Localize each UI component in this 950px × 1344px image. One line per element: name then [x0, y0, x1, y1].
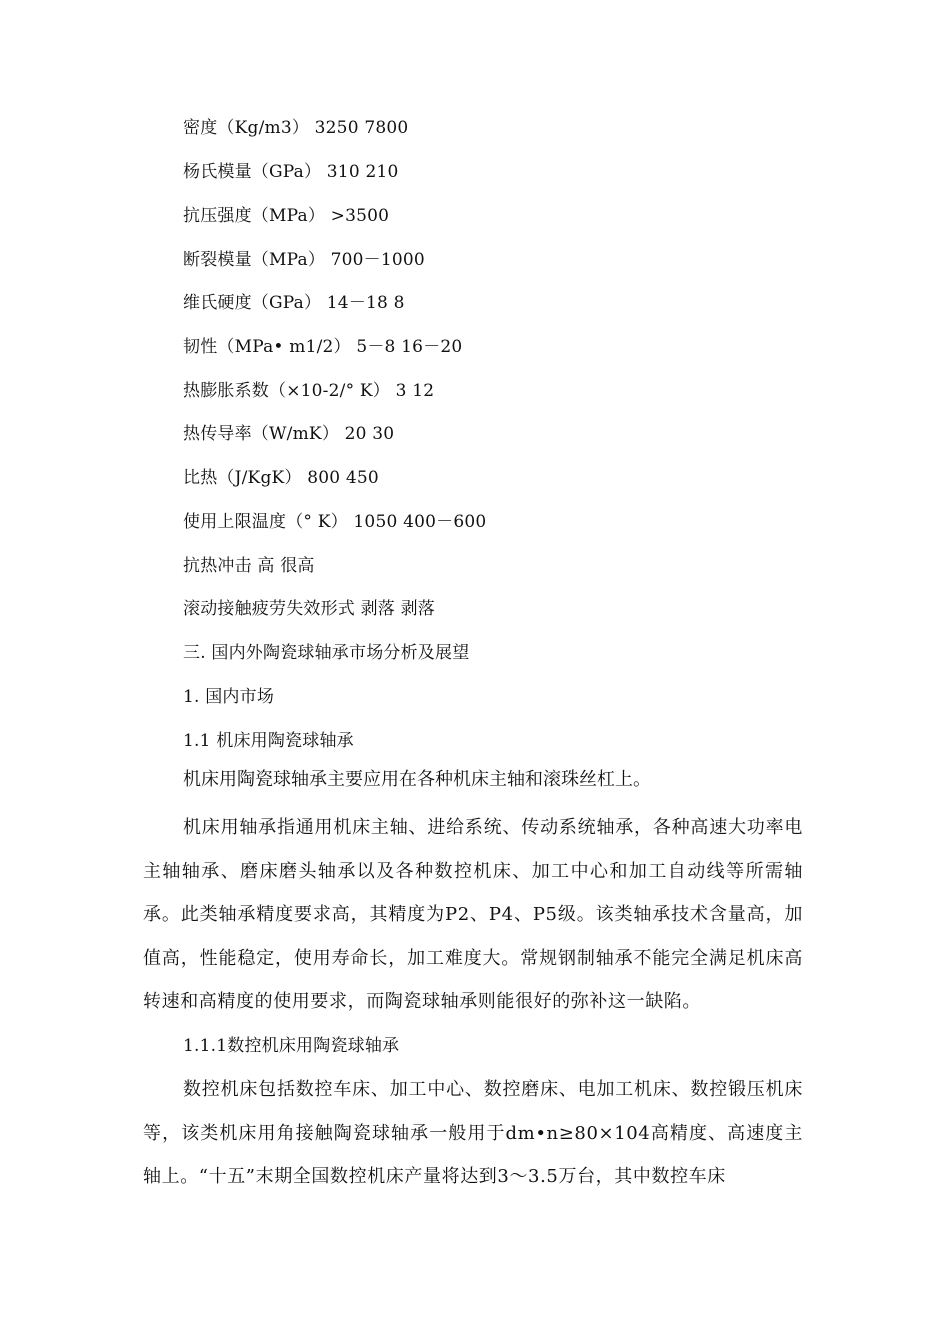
paragraph: 数控机床包括数控车床、加工中心、数控磨床、电加工机床、数控锻压机床等，该类机床用角接触陶瓷球轴承一般用于dm•n≥80×104高精度、高速度主轴上。“十五”末期全国数控机床产量将达到3～3.5万台，其中数控车床: [143, 1079, 803, 1187]
property-thermal-shock: 抗热冲击 高 很高: [183, 556, 315, 576]
property-density: 密度（Kg/m3） 3250 7800: [183, 118, 409, 138]
subsubsection-heading: 1.1 机床用陶瓷球轴承: [183, 731, 354, 751]
property-youngs-modulus: 杨氏模量（GPa） 310 210: [183, 162, 399, 182]
paragraph: 机床用陶瓷球轴承主要应用在各种机床主轴和滚珠丝杠上。: [183, 769, 651, 790]
property-thermal-conductivity: 热传导率（W/mK） 20 30: [183, 424, 395, 444]
section-heading: 三. 国内外陶瓷球轴承市场分析及展望: [183, 643, 470, 663]
property-vickers-hardness: 维氏硬度（GPa） 14－18 8: [183, 293, 405, 313]
property-thermal-expansion: 热膨胀系数（×10-2/° K） 3 12: [183, 381, 435, 401]
property-compressive-strength: 抗压强度（MPa） >3500: [183, 206, 390, 226]
property-fracture-modulus: 断裂模量（MPa） 700－1000: [183, 250, 425, 270]
paragraph: 机床用轴承指通用机床主轴、进给系统、传动系统轴承，各种高速大功率电主轴轴承、磨床磨头轴承以及各种数控机床、加工中心和加工自动线等所需轴承。此类轴承精度要求高，其精度为P2、P4、P5级。该类轴承技术含量高，加值高，性能稳定，使用寿命长，加工难度大。常规钢制轴承不能完全满足机床高转速和高精度的使用要求，而陶瓷球轴承则能很好的弥补这一缺陷。: [143, 817, 803, 1012]
property-toughness: 韧性（MPa• m1/2） 5－8 16－20: [183, 337, 463, 357]
property-max-temperature: 使用上限温度（° K） 1050 400－600: [183, 512, 487, 532]
property-specific-heat: 比热（J/KgK） 800 450: [183, 468, 379, 488]
subsection-heading: 1. 国内市场: [183, 687, 275, 707]
property-failure-mode: 滚动接触疲劳失效形式 剥落 剥落: [183, 599, 436, 619]
subsubsubsection-heading: 1.1.1数控机床用陶瓷球轴承: [183, 1036, 400, 1056]
